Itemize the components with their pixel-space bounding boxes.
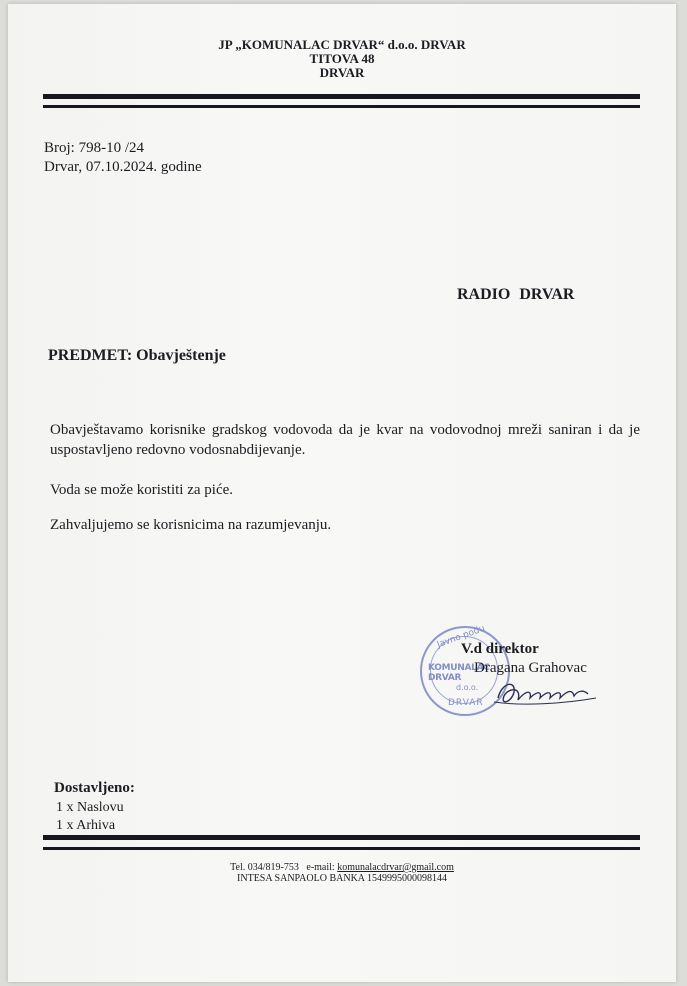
distribution-title: Dostavljeno: [54, 780, 135, 796]
signatory-title: V.d direktor [461, 641, 539, 657]
letter-page [8, 4, 676, 982]
footer-phone: Tel. 034/819-753 [230, 862, 299, 873]
footer [8, 862, 676, 884]
reference-number: Broj: 798-10 /24 [44, 140, 144, 156]
company-name: JP „KOMUNALAC DRVAR“ d.o.o. DRVAR [218, 37, 466, 52]
footer-email-label: e-mail: [306, 862, 335, 873]
stamp-doo-text: d.o.o. [456, 683, 479, 692]
footer-rule-top [43, 835, 640, 840]
stamp-bottom-text: DRVAR [448, 698, 484, 708]
footer-email-link[interactable]: komunalacdrvar@gmail.com [337, 862, 454, 873]
footer-rule-bottom [43, 847, 640, 850]
reference-block [44, 139, 202, 177]
distribution-list [56, 799, 124, 835]
company-city: DRVAR [319, 65, 365, 80]
header-rule-bottom [43, 105, 640, 108]
subject-line: PREDMET: Obavještenje [48, 347, 226, 364]
body-paragraph-2: Voda se može koristiti za piće. [50, 482, 234, 498]
handwritten-signature [492, 676, 602, 710]
footer-contact-line [8, 862, 676, 873]
signatory-name: Dragana Grahovac [474, 660, 587, 676]
stamp-middle-text: KOMUNALAC DRVAR [428, 663, 490, 683]
body-paragraph-3: Zahvaljujemo se korisnicima na razumjevanju. [50, 517, 332, 533]
place-date: Drvar, 07.10.2024. godine [44, 159, 202, 175]
body-paragraph-1: Obavještavamo korisnike gradskog vodovoda da je kvar na vodovodnoj mreži saniran i da je uspostavljeno redovno vodosnabdijevanje. [50, 422, 640, 458]
footer-bank: INTESA SANPAOLO BANKA 1549995000098144 [237, 873, 447, 884]
letterhead [8, 38, 676, 80]
distribution-item: 1 x Arhiva [56, 818, 116, 833]
distribution-item: 1 x Naslovu [56, 800, 124, 815]
recipient: RADIO DRVAR [457, 286, 575, 303]
stamp-top-text: Javno podu [435, 623, 487, 651]
header-rule-top [43, 94, 640, 99]
company-street: TITOVA 48 [309, 51, 375, 66]
